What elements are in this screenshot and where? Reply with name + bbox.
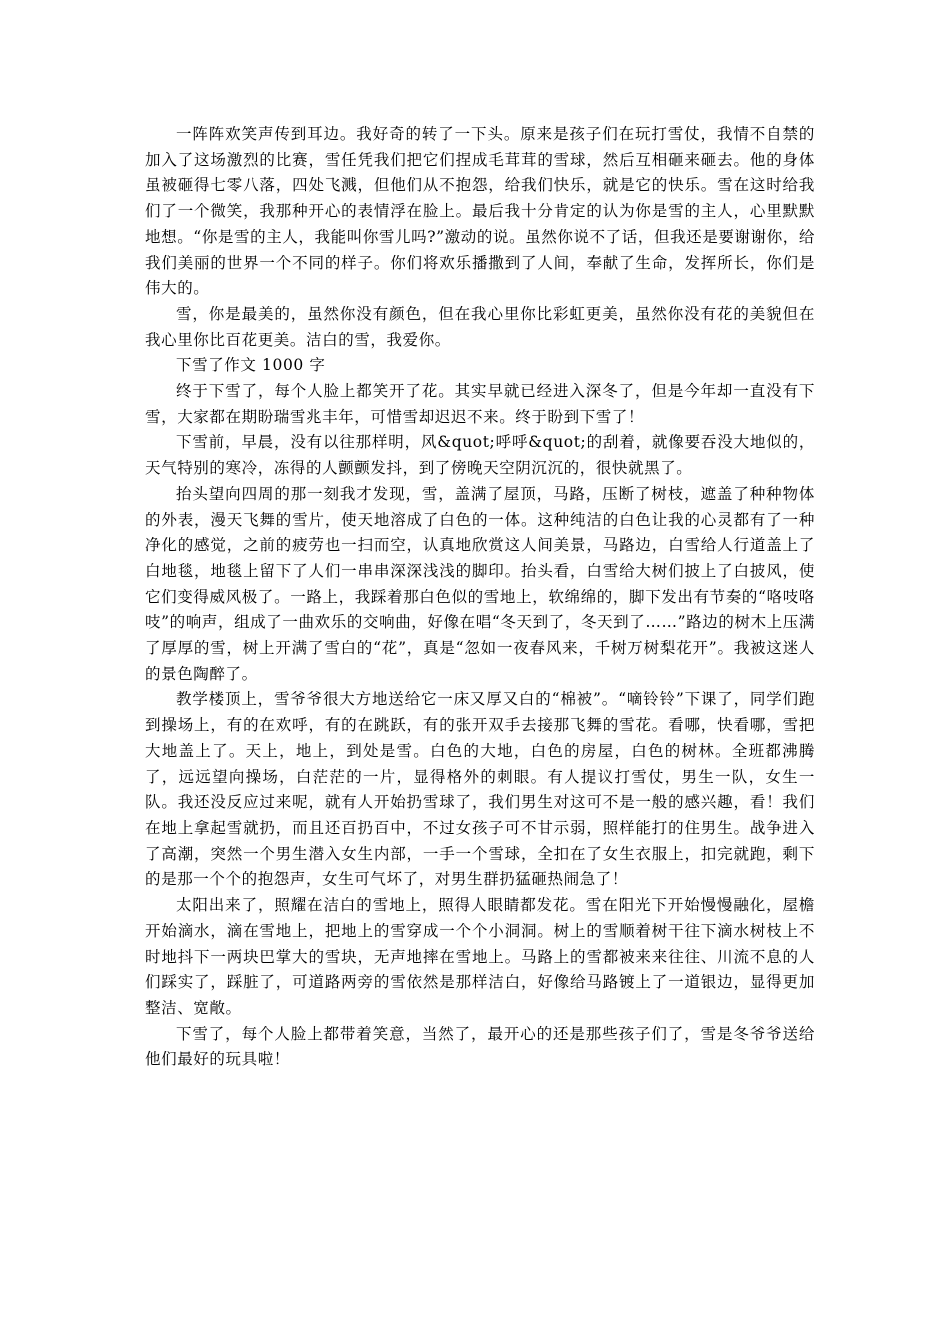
document-page	[145, 122, 815, 1073]
paragraph-finally-snowed: 终于下雪了，每个人脸上都笑开了花。其实早就已经进入深冬了，但是今年却一直没有下雪，大家都在期盼瑞雪兆丰年，可惜雪却迟迟不来。终于盼到下雪了！	[145, 382, 815, 426]
paragraph-before-snow: 下雪前，早晨，没有以往那样明，风&quot;呼呼&quot;的刮着，就像要吞没大地似的，天气特别的寒冷，冻得的人颤颤发抖，到了傍晚天空阴沉沉的，很快就黑了。	[145, 433, 815, 478]
paragraph-snow-most-beautiful: 雪，你是最美的，虽然你没有颜色，但在我心里你比彩虹更美，虽然你没有花的美貌但在我心里你比百花更美。洁白的雪，我爱你。	[145, 304, 815, 349]
paragraph-sun-comes-out: 太阳出来了，照耀在洁白的雪地上，照得人眼睛都发花。雪在阳光下开始慢慢融化，屋檐开始滴水，滴在雪地上，把地上的雪穿成一个个小洞洞。树上的雪顺着树干往下滴水树枝上不时地抖下一两块巴掌大的雪块，无声地摔在雪地上。马路上的雪都被来来往往、川流不息的人们踩实了，踩脏了，可道路两旁的雪依然是那样洁白，好像给马路镀上了一道银边，显得更加整洁、宽敞。	[145, 896, 815, 1017]
essay-heading: 下雪了作文 1000 字	[176, 356, 326, 375]
paragraph-snowball-fight: 一阵阵欢笑声传到耳边。我好奇的转了一下头。原来是孩子们在玩打雪仗，我情不自禁的加入了这场激烈的比赛，雪任凭我们把它们捏成毛茸茸的雪球，然后互相砸来砸去。他的身体虽被砸得七零八落，四处飞溅，但他们从不抱怨，给我们快乐，就是它的快乐。雪在这时给我们了一个微笑，我那种开心的表情浮在脸上。最后我十分肯定的认为你是雪的主人，心里默默地想。“你是雪的主人，我能叫你雪儿吗?”激动的说。虽然你说不了话，但我还是要谢谢你，给我们美丽的世界一个不同的样子。你们将欢乐播撒到了人间，奉献了生命，发挥所长，你们是伟大的。	[145, 125, 815, 298]
paragraph-conclusion: 下雪了，每个人脸上都带着笑意，当然了，最开心的还是那些孩子们了，雪是冬爷爷送给他们最好的玩具啦！	[145, 1024, 815, 1069]
paragraph-looking-around: 抬头望向四周的那一刻我才发现，雪，盖满了屋顶，马路，压断了树枝，遮盖了种种物体的外表，漫天飞舞的雪片，使天地溶成了白色的一体。这种纯洁的白色让我的心灵都有了一种净化的感觉，之前的疲劳也一扫而空，认真地欣赏这人间美景，马路边，白雪给人行道盖上了白地毯，地毯上留下了人们一串串深深浅浅的脚印。抬头看，白雪给大树们披上了白披风，使它们变得威风极了。一路上，我踩着那白色似的雪地上，软绵绵的，脚下发出有节奏的“咯吱咯吱”的响声，组成了一曲欢乐的交响曲，好像在唱“冬天到了，冬天到了……”路边的树木上压满了厚厚的雪，树上开满了雪白的“花”，真是“忽如一夜春风来，千树万树梨花开”。我被这迷人的景色陶醉了。	[145, 484, 815, 683]
paragraph-school-building: 教学楼顶上，雪爷爷很大方地送给它一床又厚又白的“棉被”。“嘀铃铃”下课了，同学们跑到操场上，有的在欢呼，有的在跳跃，有的张开双手去接那飞舞的雪花。看哪，快看哪，雪把大地盖上了。天上，地上，到处是雪。白色的大地，白色的房屋，白色的树林。全班都沸腾了，远远望向操场，白茫茫的一片，显得格外的刺眼。有人提议打雪仗，男生一队，女生一队。我还没反应过来呢，就有人开始扔雪球了，我们男生对这可不是一般的感兴趣，看！我们在地上拿起雪就扔，而且还百扔百中，不过女孩子可不甘示弱，照样能打的住男生。战争进入了高潮，突然一个男生潜入女生内部，一手一个雪球，全扣在了女生衣服上，扣完就跑，剩下的是那一个个的抱怨声，女生可气坏了，对男生群扔猛砸热闹急了！	[145, 690, 815, 889]
